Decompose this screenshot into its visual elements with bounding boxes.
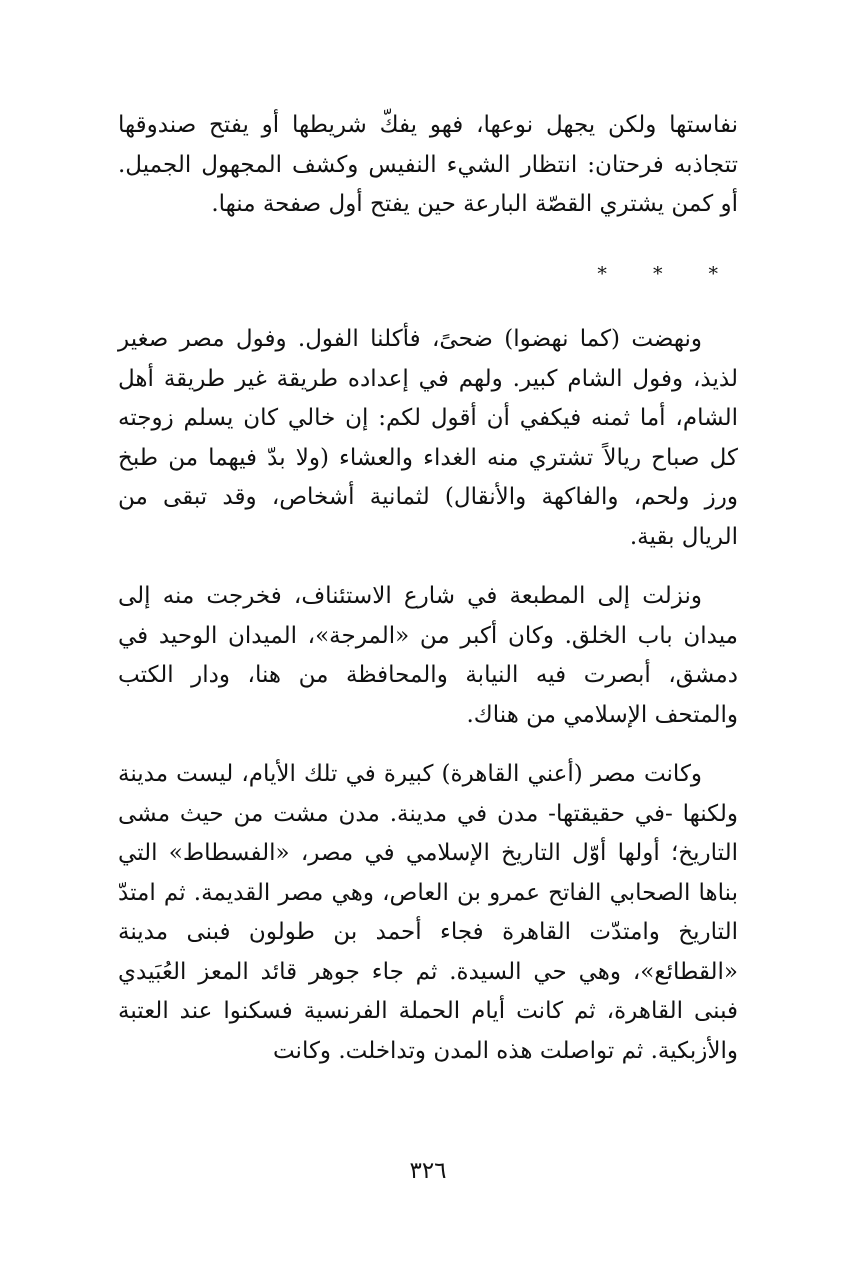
paragraph-printing-press: ونزلت إلى المطبعة في شارع الاستئناف، فخرجت منه إلى ميدان باب الخلق. وكان أكبر من «المرجة»، الميدان الوحيد في دمشق، أبصرت فيه النيابة والمحافظة من هنا، ودار الكتب والمتحف الإسلامي من هناك.	[118, 583, 738, 728]
paragraph-breakfast: ونهضت (كما نهضوا) ضحىً، فأكلنا الفول. وفول مصر صغير لذيذ، وفول الشام كبير. ولهم في إعداده طريقة غير طريقة أهل الشام، أما ثمنه فيكفي أن أقول لكم: إن خالي كان يسلم زوجته كل صباح ريالاً تشتري منه الغداء والعشاء (ولا بدّ فيهما من طبخ ورز ولحم، والفاكهة والأنقال) لثمانية أشخاص، وقد تبقى من الريال بقية.	[118, 326, 738, 550]
paragraph-cairo-history: وكانت مصر (أعني القاهرة) كبيرة في تلك الأيام، ليست مدينة ولكنها -في حقيقتها- مدن في مدينة. مدن مشت من حيث مشى التاريخ؛ أولها أوّل التاريخ الإسلامي في مصر، «الفسطاط» التي بناها الصحابي الفاتح عمرو بن العاص، وهي مصر القديمة. ثم امتدّ التاريخ وامتدّت القاهرة فجاء أحمد بن طولون فبنى مدينة «القطائع»، وهي حي السيدة. ثم جاء جوهر قائد المعز العُبَيدي فبنى القاهرة، ثم كانت أيام الحملة الفرنسية فسكنوا عند العتبة والأزبكية. ثم تواصلت هذه المدن وتداخلت. وكانت	[118, 761, 738, 1064]
intro-paragraph: نفاستها ولكن يجهل نوعها، فهو يفكّ شريطها أو يفتح صندوقها تتجاذبه فرحتان: انتظار الشيء النفيس وكشف المجهول الجميل. أو كمن يشتري القصّة البارعة حين يفتح أول صفحة منها.	[118, 112, 738, 217]
section-separator: * * *	[597, 262, 738, 285]
page-body	[118, 106, 738, 1071]
page-number: ٣٢٦	[409, 1158, 447, 1184]
